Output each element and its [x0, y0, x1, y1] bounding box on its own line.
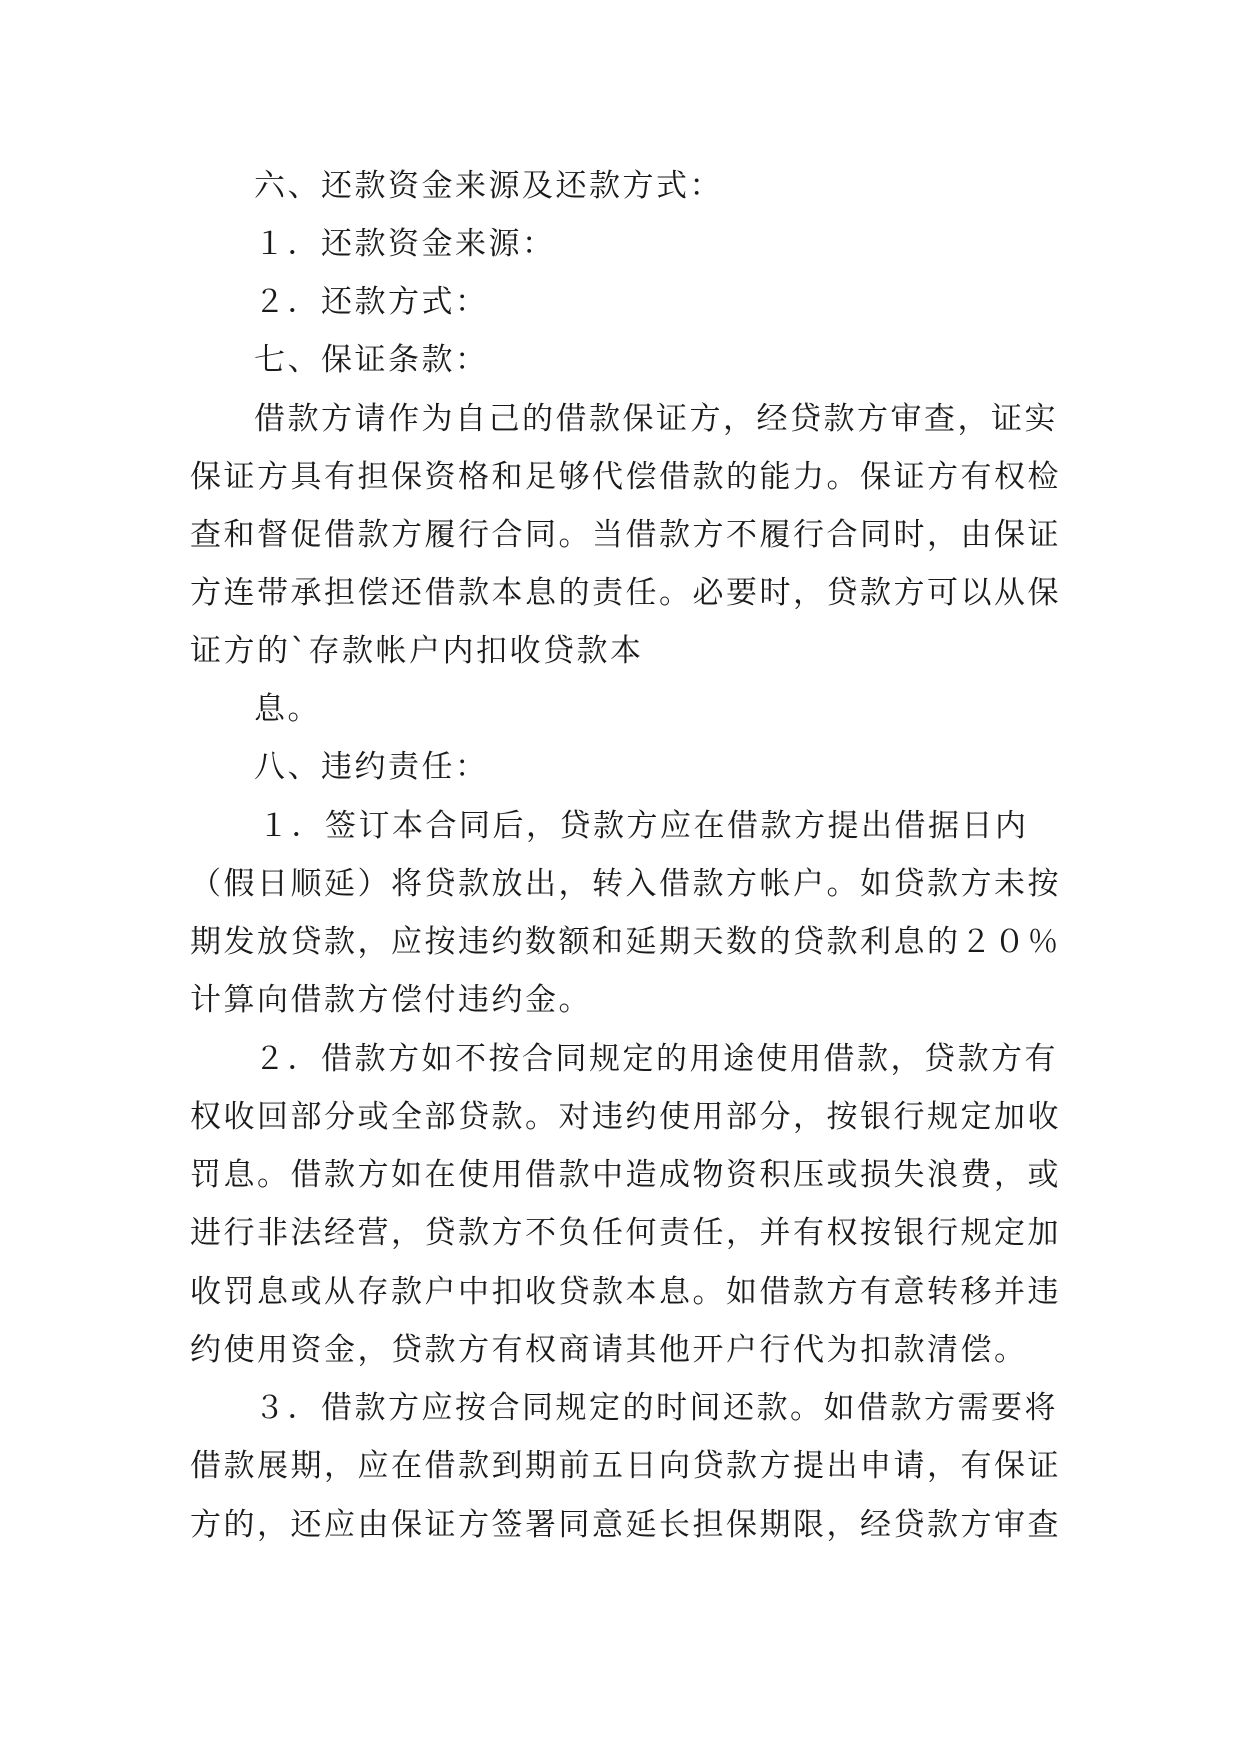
paragraph-line: ２．借款方如不按合同规定的用途使用借款，贷款方有: [254, 1041, 1058, 1077]
paragraph-line: 方连带承担偿还借款本息的责任。必要时，贷款方可以从保: [190, 575, 1061, 611]
paragraph-line: 罚息。借款方如在使用借款中造成物资积压或损失浪费，或: [190, 1157, 1061, 1193]
section-heading-breach: 八、违约责任：: [254, 749, 489, 785]
paragraph-line: 进行非法经营，贷款方不负任何责任，并有权按银行规定加: [190, 1215, 1061, 1251]
section-heading-guarantee: 七、保证条款：: [254, 342, 489, 378]
paragraph-line: 权收回部分或全部贷款。对违约使用部分，按银行规定加收: [190, 1099, 1061, 1135]
paragraph-line: 息。: [254, 691, 321, 727]
section-heading-repayment: 六、还款资金来源及还款方式：: [254, 168, 723, 204]
paragraph-line: ３．借款方应按合同规定的时间还款。如借款方需要将: [254, 1390, 1058, 1426]
paragraph-line: 收罚息或从存款户中扣收贷款本息。如借款方有意转移并违: [190, 1274, 1061, 1310]
list-item-repayment-source: １．还款资金来源：: [254, 226, 556, 262]
paragraph-line: 保证方具有担保资格和足够代偿借款的能力。保证方有权检: [190, 459, 1061, 495]
paragraph-line: 查和督促借款方履行合同。当借款方不履行合同时，由保证: [190, 517, 1061, 553]
list-item-repayment-method: ２．还款方式：: [254, 284, 489, 320]
paragraph-line: 方的，还应由保证方签署同意延长担保期限，经贷款方审查: [190, 1507, 1061, 1543]
paragraph-line: 借款展期，应在借款到期前五日向贷款方提出申请，有保证: [190, 1448, 1061, 1484]
paragraph-line: １．签订本合同后，贷款方应在借款方提出借据日内: [258, 808, 1029, 844]
paragraph-line: 期发放贷款，应按违约数额和延期天数的贷款利息的２０％: [190, 924, 1061, 960]
paragraph-line: （假日顺延）将贷款放出，转入借款方帐户。如贷款方未按: [190, 866, 1061, 902]
paragraph-line: 证方的`存款帐户内扣收贷款本: [190, 633, 644, 669]
paragraph-line: 计算向借款方偿付违约金。: [190, 982, 592, 1018]
paragraph-line: 借款方请作为自己的借款保证方，经贷款方审查，证实: [254, 401, 1058, 437]
paragraph-line: 约使用资金，贷款方有权商请其他开户行代为扣款清偿。: [190, 1332, 1028, 1368]
